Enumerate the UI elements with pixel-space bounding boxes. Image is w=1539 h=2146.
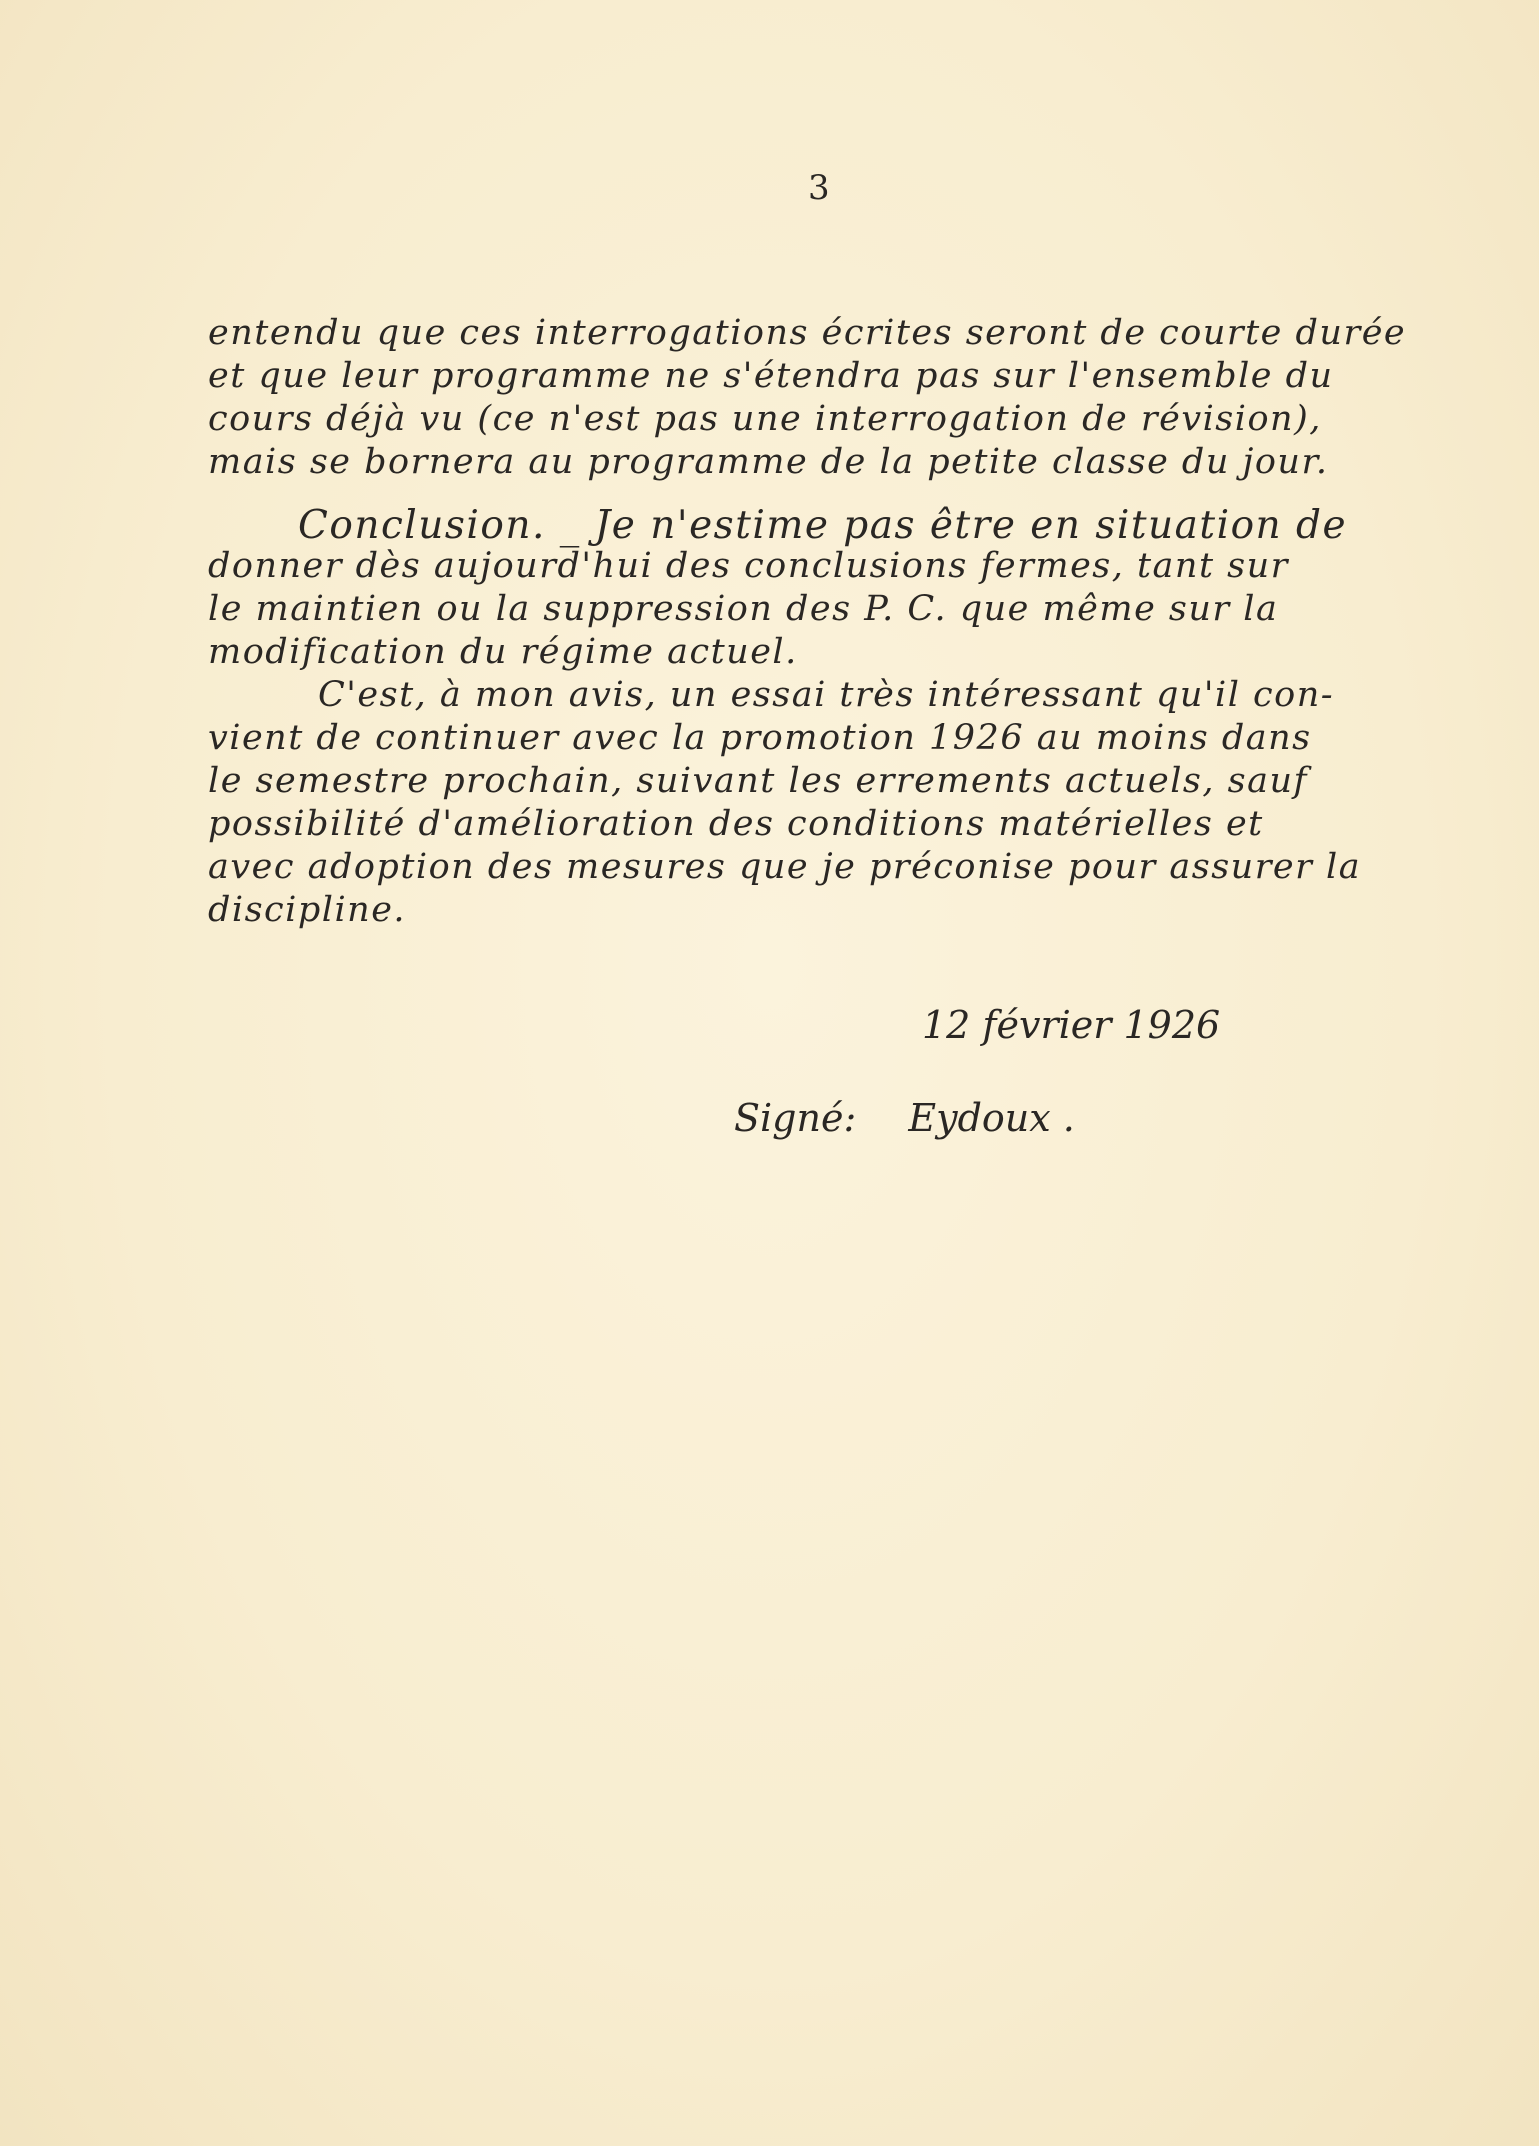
page-number: 3: [808, 168, 830, 208]
signature-block: [734, 1096, 1075, 1140]
text-line: cours déjà vu (ce n'est pas une interrogation de révision),: [208, 399, 1322, 439]
text-line: vient de continuer avec la promotion 1926 au moins dans: [208, 718, 1312, 758]
signature-name: Eydoux .: [908, 1096, 1075, 1140]
text-line: et que leur programme ne s'étendra pas sur l'ensemble du: [208, 356, 1334, 396]
document-date: 12 février 1926: [922, 1003, 1221, 1047]
text-line: entendu que ces interrogations écrites seront de courte durée: [208, 313, 1407, 353]
text-line: C'est, à mon avis, un essai très intéressant qu'il con-: [318, 675, 1335, 715]
text-line: le semestre prochain, suivant les errements actuels, sauf: [208, 761, 1308, 801]
text-line: Conclusion. _ Je n'estime pas être en situation de: [298, 503, 1348, 548]
text-line: possibilité d'amélioration des conditions matérielles et: [208, 804, 1264, 844]
text-line: donner dès aujourd'hui des conclusions fermes, tant sur: [208, 546, 1289, 586]
text-line: modification du régime actuel.: [208, 632, 798, 672]
text-line: le maintien ou la suppression des P. C. que même sur la: [208, 589, 1279, 629]
text-line: discipline.: [208, 890, 407, 930]
text-line: mais se bornera au programme de la petite classe du jour.: [208, 442, 1329, 482]
text-line: avec adoption des mesures que je préconise pour assurer la: [208, 847, 1362, 887]
signature-label: Signé:: [734, 1096, 857, 1140]
